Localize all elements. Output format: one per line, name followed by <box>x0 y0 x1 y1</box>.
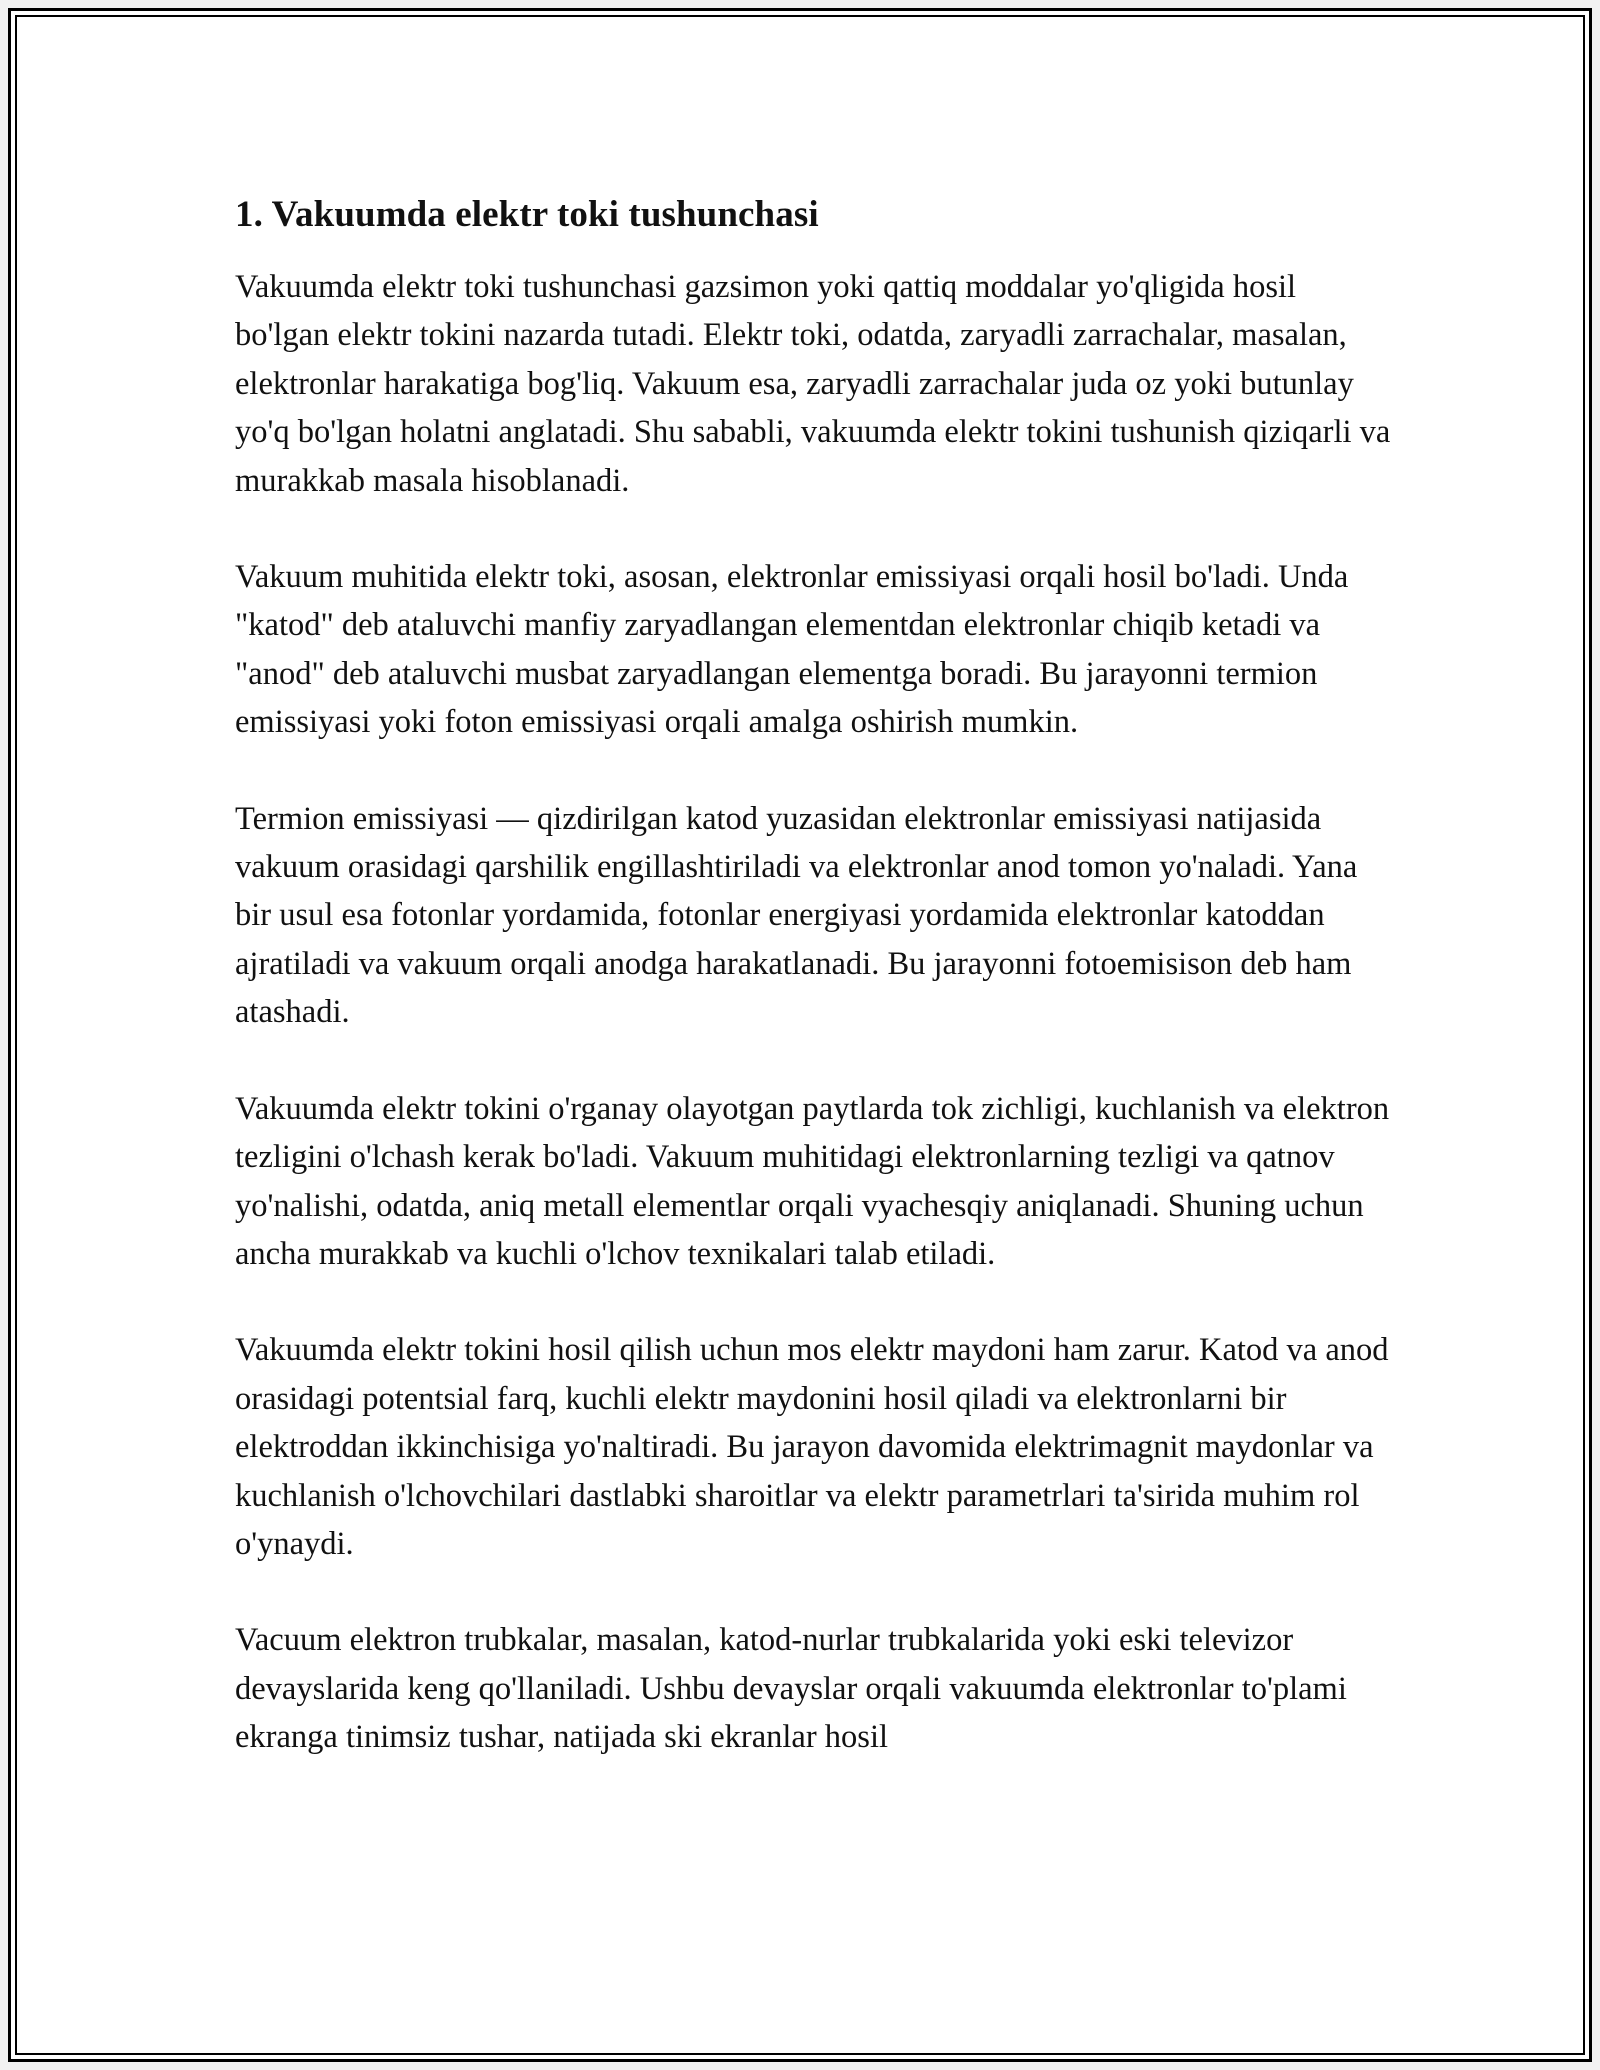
document-page <box>8 8 1592 2062</box>
section-heading: 1. Vakuumda elektr toki tushunchasi <box>235 194 819 235</box>
paragraph-2: Vakuum muhitida elektr toki, asosan, elektronlar emissiyasi orqali hosil bo'ladi. Unda "katod" deb ataluvchi manfiy zaryadlangan elementdan elektronlar chiqib ketadi va "anod" deb ataluvchi musbat zaryadlangan elementga boradi. Bu jarayonni termion emissiyasi yoki foton emissiyasi orqali amalga oshirish mumkin. <box>235 559 1349 741</box>
paragraph-3: Termion emissiyasi — qizdirilgan katod yuzasidan elektronlar emissiyasi natijasida vakuum orasidagi qarshilik engillashtiriladi va elektronlar anod tomon yo'naladi. Yana bir usul esa fotonlar yordamida, fotonlar energiyasi yordamida elektronlar katoddan ajratiladi va vakuum orqali anodga harakatlanadi. Bu jarayonni fotoemisison deb ham atashadi. <box>235 800 1358 1031</box>
document-body <box>235 191 1395 1762</box>
paragraph-6: Vacuum elektron trubkalar, masalan, katod-nurlar trubkalarida yoki eski televizor devayslarida keng qo'llaniladi. Ushbu devayslar orqali vakuumda elektronlar to'plami ekranga tinimsiz tushar, natijada ski ekranlar hosil <box>235 1622 1347 1756</box>
paragraph-1: Vakuumda elektr toki tushunchasi gazsimon yoki qattiq moddalar yo'qligida hosil bo'lgan elektr tokini nazarda tutadi. Elektr toki, odatda, zaryadli zarrachalar, masalan, elektronlar harakatiga bog'liq. Vakuum esa, zaryadli zarrachalar juda oz yoki butunlay yo'q bo'lgan holatni anglatadi. Shu sababli, vakuumda elektr tokini tushunish qiziqarli va murakkab masala hisoblanadi. <box>235 269 1391 499</box>
paragraph-4: Vakuumda elektr tokini o'rganay olayotgan paytlarda tok zichligi, kuchlanish va elektron tezligini o'lchash kerak bo'ladi. Vakuum muhitidagi elektronlarning tezligi va qatnov yo'nalishi, odatda, aniq metall elementlar orqali vyachesqiy aniqlanadi. Shuning uchun ancha murakkab va kuchli o'lchov texnikalari talab etiladi. <box>235 1090 1390 1272</box>
paragraph-5: Vakuumda elektr tokini hosil qilish uchun mos elektr maydoni ham zarur. Katod va anod orasidagi potentsial farq, kuchli elektr maydonini hosil qiladi va elektronlarni bir elektroddan ikkinchisiga yo'naltiradi. Bu jarayon davomida elektrimagnit maydonlar va kuchlanish o'lchovchilari dastlabki sharoitlar va elektr parametrlari ta'sirida muhim rol o'ynaydi. <box>235 1332 1389 1562</box>
